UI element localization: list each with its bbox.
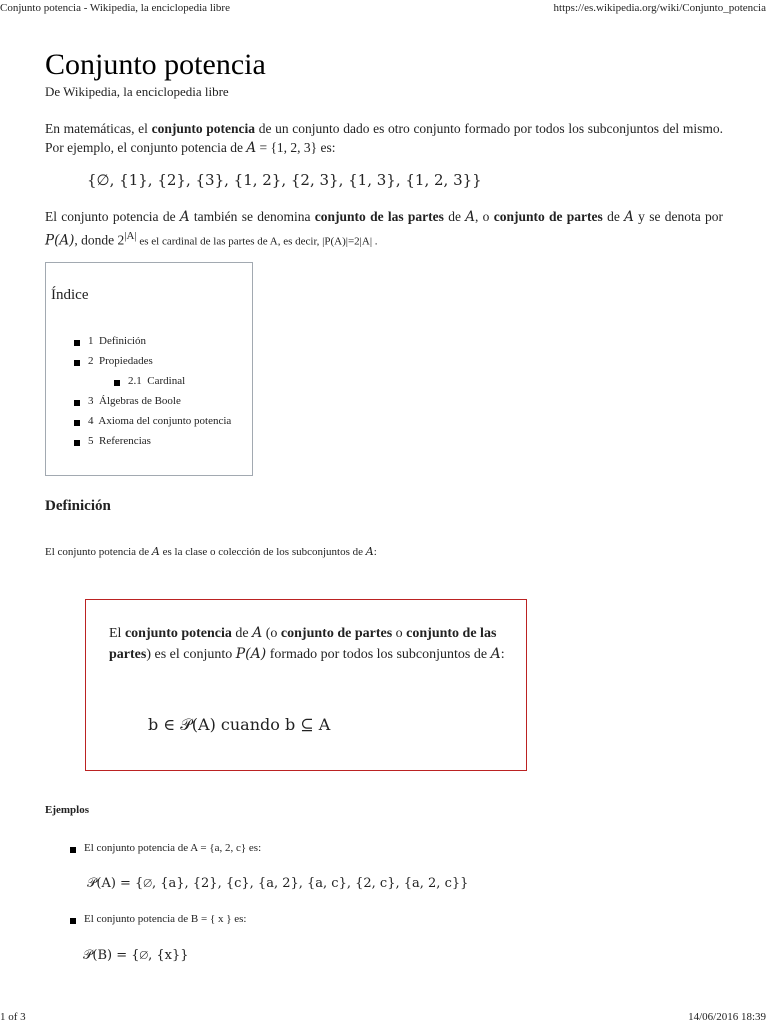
bullet-icon	[70, 918, 76, 924]
bold-term: conjunto de las partes	[314, 209, 444, 224]
definicion-text: El conjunto potencia de A es la clase o colección de los subconjuntos de A:	[45, 545, 377, 558]
bullet-icon	[74, 340, 80, 346]
toc-item-definicion[interactable]: 1 Definición	[74, 335, 146, 347]
bullet-icon	[74, 400, 80, 406]
definition-text: El conjunto potencia de A (o conjunto de partes o conjunto de las partes) es el conjunto P(A) formado por todos los subconjuntos de A:	[109, 625, 505, 662]
definition-box	[85, 599, 527, 771]
table-of-contents	[45, 262, 253, 476]
bullet-icon	[114, 380, 120, 386]
print-footer-date: 14/06/2016 18:39	[688, 1011, 766, 1023]
section-heading-definicion: Definición	[45, 498, 111, 514]
toc-item-referencias[interactable]: 5 Referencias	[74, 435, 151, 447]
toc-item-propiedades[interactable]: 2 Propiedades	[74, 355, 153, 367]
bullet-icon	[70, 847, 76, 853]
example-formula: 𝒫(A) = {∅, {a}, {2}, {c}, {a, 2}, {a, c}, {2, c}, {a, 2, c}}	[87, 876, 469, 891]
bullet-icon	[74, 360, 80, 366]
bold-term: conjunto potencia	[151, 121, 256, 136]
powerset-example-formula: {∅, {1}, {2}, {3}, {1, 2}, {2, 3}, {1, 3}, {1, 2, 3}}	[87, 171, 482, 189]
bullet-icon	[74, 420, 80, 426]
example-formula: 𝒫(B) = {∅, {x}}	[83, 948, 189, 963]
toc-item-cardinal[interactable]: 2.1 Cardinal	[114, 375, 185, 387]
toc-item-algebras[interactable]: 3 Álgebras de Boole	[74, 395, 181, 407]
page-title: Conjunto potencia	[45, 48, 266, 81]
intro-paragraph: En matemáticas, el conjunto potencia de un conjunto dado es otro conjunto formado por todos los subconjuntos del mismo. Por ejemplo, el conjunto potencia de A = {1, 2, 3} es:	[45, 121, 723, 156]
page-tagline: De Wikipedia, la enciclopedia libre	[45, 84, 229, 99]
second-paragraph: El conjunto potencia de A también se denomina conjunto de las partes de A, o conjunto de partes de A y se denota por P(A), donde $2^{|A|}$ es el cardinal de las partes de A, es decir, |P(A)|=2|A| .	[45, 209, 724, 249]
toc-title: Índice	[51, 287, 89, 303]
print-footer-page: 1 of 3	[0, 1011, 26, 1023]
definition-formula: b ∈ 𝒫(A) cuando b ⊆ A	[148, 715, 331, 734]
print-header-url: https://es.wikipedia.org/wiki/Conjunto_potencia	[553, 2, 766, 14]
bullet-icon	[74, 440, 80, 446]
print-header-title: Conjunto potencia - Wikipedia, la enciclopedia libre	[0, 2, 230, 14]
example-item: El conjunto potencia de B = { x } es:	[70, 913, 246, 925]
bold-term: conjunto de partes	[493, 209, 603, 224]
toc-item-axioma[interactable]: 4 Axioma del conjunto potencia	[74, 415, 231, 427]
example-item: El conjunto potencia de A = {a, 2, c} es:	[70, 842, 261, 854]
examples-heading: Ejemplos	[45, 804, 89, 816]
